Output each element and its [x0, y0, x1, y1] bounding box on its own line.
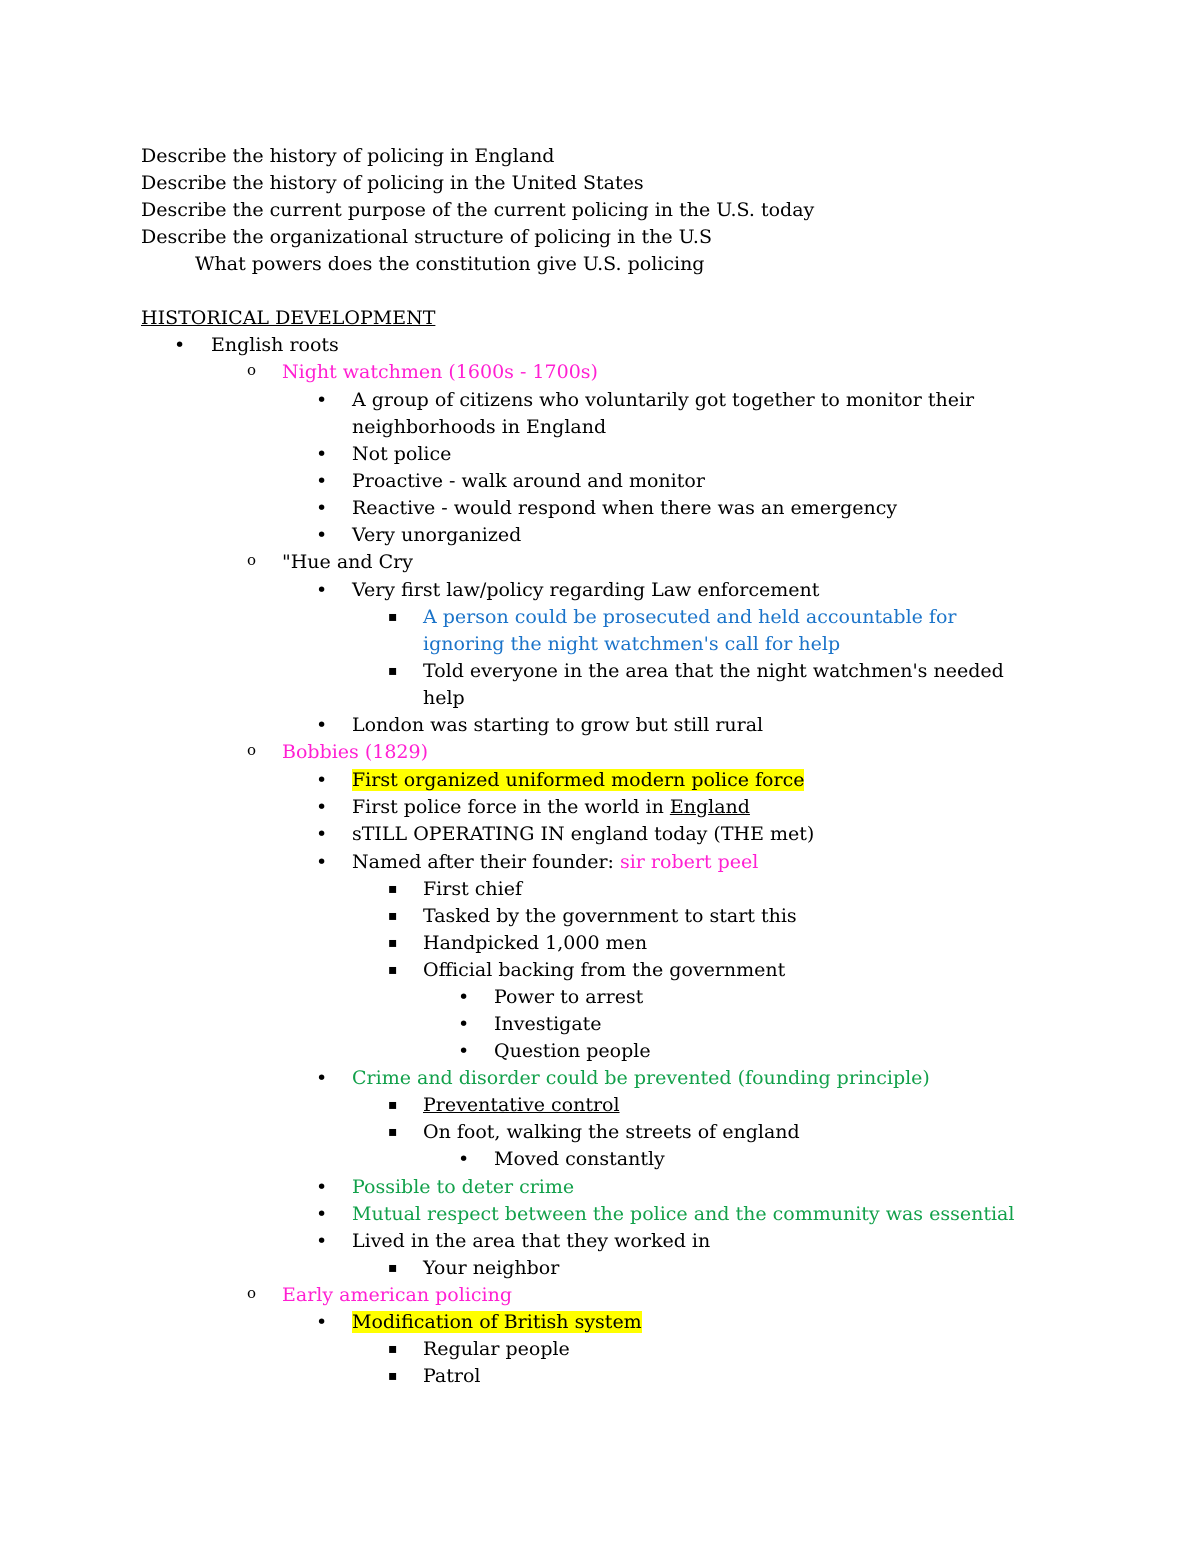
circle-bullet-icon: o: [247, 741, 257, 759]
highlighted-text: First organized uniformed modern police force: [352, 769, 805, 791]
on-foot: On foot, walking the streets of england: [423, 1121, 800, 1143]
square-bullet-icon: ▪: [388, 1368, 398, 1384]
bullet-icon: •: [316, 470, 328, 492]
robert-peel-name: sir robert peel: [619, 851, 759, 873]
hue-and-cry-sub: A person could be prosecuted and held accountable for: [423, 606, 957, 628]
hue-and-cry-first-law: Very first law/policy regarding Law enforcement: [352, 579, 820, 601]
bullet-icon: •: [458, 986, 470, 1008]
deter-crime: Possible to deter crime: [352, 1176, 575, 1198]
bobbies-named-after: [352, 849, 758, 876]
bullet-icon: •: [316, 769, 328, 791]
bullet-icon: •: [316, 389, 328, 411]
peel-item: First chief: [423, 878, 522, 900]
lived-in-area: Lived in the area that they worked in: [352, 1230, 711, 1252]
english-roots: English roots: [211, 334, 339, 356]
night-watchmen-item: neighborhoods in England: [352, 416, 607, 438]
highlighted-text: Modification of British system: [352, 1311, 642, 1333]
bullet-icon: •: [316, 1230, 328, 1252]
bullet-icon: •: [316, 524, 328, 546]
your-neighbor: Your neighbor: [423, 1257, 560, 1279]
hue-and-cry-london: London was starting to grow but still rural: [352, 714, 764, 736]
early-american-item: Regular people: [423, 1338, 570, 1360]
square-bullet-icon: ▪: [388, 908, 398, 924]
hue-and-cry-sub: ignoring the night watchmen's call for help: [423, 633, 841, 655]
early-american-title: Early american policing: [282, 1284, 512, 1306]
night-watchmen-title: Night watchmen (1600s - 1700s): [282, 361, 598, 383]
bullet-icon: •: [316, 714, 328, 736]
bobbies-title: Bobbies (1829): [282, 741, 429, 763]
square-bullet-icon: ▪: [388, 881, 398, 897]
bullet-icon: •: [316, 1067, 328, 1089]
square-bullet-icon: ▪: [388, 1097, 398, 1113]
bullet-icon: •: [458, 1040, 470, 1062]
circle-bullet-icon: o: [247, 551, 257, 569]
bullet-icon: •: [316, 796, 328, 818]
square-bullet-icon: ▪: [388, 609, 398, 625]
backing-item: Question people: [494, 1040, 651, 1062]
objective-organizational-structure: Describe the organizational structure of policing in the U.S: [141, 226, 712, 248]
moved-constantly: Moved constantly: [494, 1148, 665, 1170]
bullet-icon: •: [316, 1311, 328, 1333]
bullet-icon: •: [316, 443, 328, 465]
square-bullet-icon: ▪: [388, 1341, 398, 1357]
backing-item: Investigate: [494, 1013, 602, 1035]
square-bullet-icon: ▪: [388, 1260, 398, 1276]
bullet-icon: •: [316, 579, 328, 601]
peel-item: Tasked by the government to start this: [423, 905, 797, 927]
bullet-icon: •: [174, 334, 186, 356]
bobbies-first-organized: [352, 767, 804, 794]
square-bullet-icon: ▪: [388, 935, 398, 951]
preventative-control: Preventative control: [423, 1094, 620, 1116]
bullet-icon: •: [316, 497, 328, 519]
bullet-icon: •: [458, 1148, 470, 1170]
square-bullet-icon: ▪: [388, 962, 398, 978]
objective-current-purpose: Describe the current purpose of the current policing in the U.S. today: [141, 199, 815, 221]
modification-british: [352, 1309, 642, 1336]
bullet-icon: •: [316, 823, 328, 845]
hue-and-cry-sub: Told everyone in the area that the night watchmen's needed: [423, 660, 1004, 682]
hue-and-cry-sub: help: [423, 687, 465, 709]
bullet-icon: •: [316, 851, 328, 873]
mutual-respect: Mutual respect between the police and the community was essential: [352, 1203, 1015, 1225]
bullet-icon: •: [458, 1013, 470, 1035]
hue-and-cry-title: "Hue and Cry: [282, 551, 413, 573]
peel-item: Handpicked 1,000 men: [423, 932, 648, 954]
night-watchmen-item: Not police: [352, 443, 452, 465]
first-in-world-text: First police force in the world in: [352, 796, 670, 818]
square-bullet-icon: ▪: [388, 1124, 398, 1140]
objective-england: Describe the history of policing in England: [141, 145, 555, 167]
section-heading: HISTORICAL DEVELOPMENT: [141, 307, 436, 329]
bobbies-first-in-world: [352, 794, 750, 821]
backing-item: Power to arrest: [494, 986, 644, 1008]
objective-united-states: Describe the history of policing in the United States: [141, 172, 644, 194]
square-bullet-icon: ▪: [388, 663, 398, 679]
circle-bullet-icon: o: [247, 361, 257, 379]
night-watchmen-item: Reactive - would respond when there was an emergency: [352, 497, 898, 519]
bullet-icon: •: [316, 1203, 328, 1225]
night-watchmen-item: Very unorganized: [352, 524, 522, 546]
crime-disorder: Crime and disorder could be prevented (founding principle): [352, 1067, 930, 1089]
early-american-item: Patrol: [423, 1365, 481, 1387]
bobbies-still-operating: sTILL OPERATING IN england today (THE met): [352, 823, 815, 845]
bullet-icon: •: [316, 1176, 328, 1198]
circle-bullet-icon: o: [247, 1284, 257, 1302]
england-underlined: England: [669, 796, 750, 818]
named-after-text: Named after their founder:: [352, 851, 620, 873]
night-watchmen-item: A group of citizens who voluntarily got together to monitor their: [352, 389, 975, 411]
peel-item: Official backing from the government: [423, 959, 786, 981]
night-watchmen-item: Proactive - walk around and monitor: [352, 470, 705, 492]
objective-constitution-powers: What powers does the constitution give U.S. policing: [195, 253, 705, 275]
